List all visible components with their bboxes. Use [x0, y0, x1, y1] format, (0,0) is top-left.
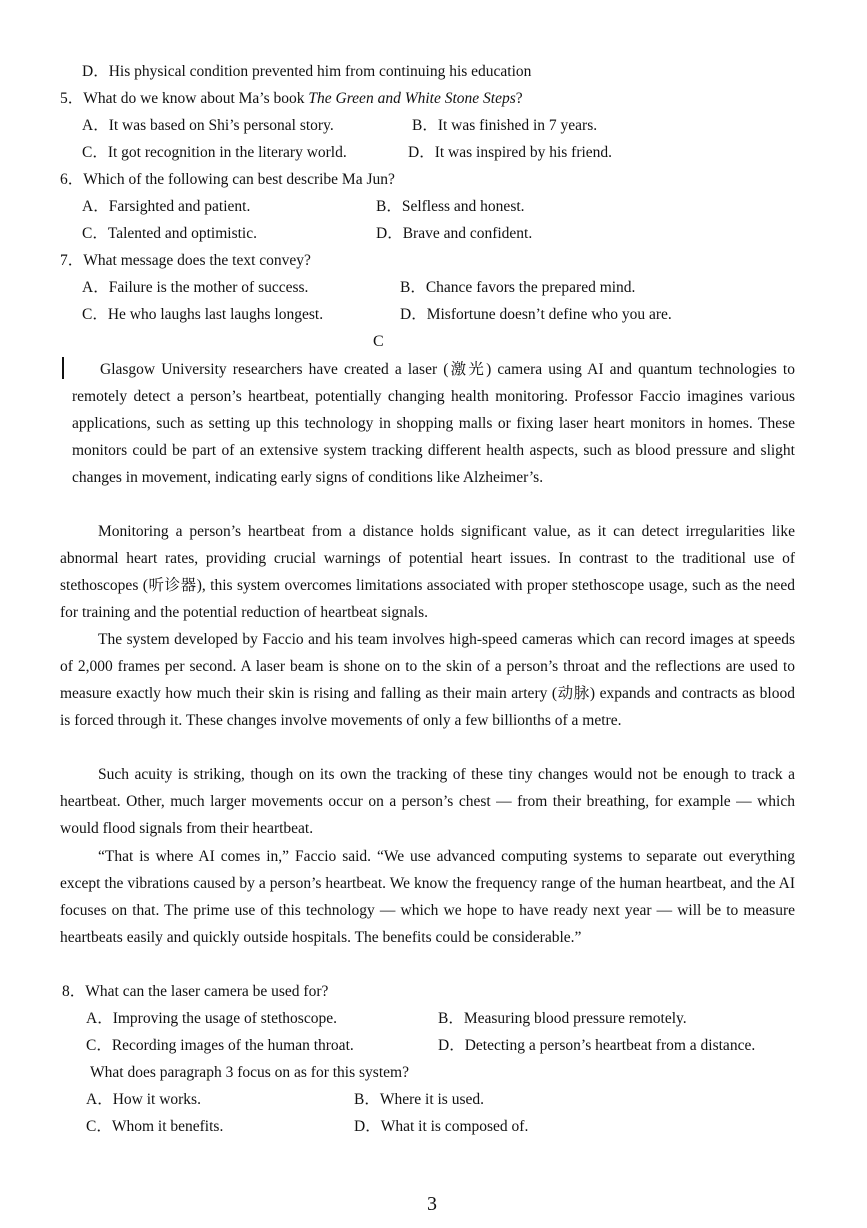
q7-option-c: C．He who laughs last laughs longest. [82, 306, 324, 323]
q8-option-b: B．Measuring blood pressure remotely. [438, 1010, 687, 1027]
q5-stem-text: 5．What do we know about Ma’s book [60, 90, 305, 107]
passage-paragraph-2: Monitoring a person’s heartbeat from a distance holds significant value, as it can detect irregularities like abnormal heart rates, providing crucial warnings of potential heart issues. In contrast to the traditional use of stethoscopes (听诊器), this system overcomes limitations associated with proper stethoscope usage, such as the need for training and the potential reduction of heartbeat signals. [60, 523, 795, 621]
passage-paragraph-3: The system developed by Faccio and his team involves high-speed cameras which can record images at speeds of 2,000 frames per second. A laser beam is shone on to the skin of a person’s throat and the reflections are used to measure exactly how much their skin is rising and falling as their main artery (动脉) expands and contracts as blood is forced through it. These changes involve movements of only a few billionths of a metre. [60, 631, 795, 729]
q4-option-d: D．His physical condition prevented him from continuing his education [82, 63, 532, 80]
section-letter: C [373, 333, 384, 350]
q6-option-a: A．Farsighted and patient. [82, 198, 251, 215]
q5-option-c: C．It got recognition in the literary world. [82, 144, 347, 161]
passage-paragraph-4: Such acuity is striking, though on its own the tracking of these tiny changes would not be enough to track a heartbeat. Other, much larger movements occur on a person’s chest — from their breathing, for example — which would flood signals from their heartbeat. [60, 766, 795, 837]
q6-option-b: B．Selfless and honest. [376, 198, 525, 215]
q7-option-a: A．Failure is the mother of success. [82, 279, 309, 296]
q8-option-d: D．Detecting a person’s heartbeat from a distance. [438, 1037, 756, 1054]
q9-stem: What does paragraph 3 focus on as for this system? [90, 1064, 409, 1081]
q5-book-title: The Green and White Stone Steps [308, 90, 516, 107]
q5-option-d: D．It was inspired by his friend. [408, 144, 613, 161]
q6-stem: 6．Which of the following can best describe Ma Jun? [60, 171, 395, 188]
q9-option-c: C．Whom it benefits. [86, 1118, 224, 1135]
q6-option-c: C．Talented and optimistic. [82, 225, 257, 242]
q9-option-d: D．What it is composed of. [354, 1118, 529, 1135]
q5-option-a: A．It was based on Shi’s personal story. [82, 117, 334, 134]
q7-stem: 7．What message does the text convey? [60, 252, 311, 269]
q7-option-b: B．Chance favors the prepared mind. [400, 279, 636, 296]
passage-paragraph-1: Glasgow University researchers have created a laser (激光) camera using AI and quantum technologies to remotely detect a person’s heartbeat, potentially changing health monitoring. Professor Faccio imagines various applications, such as setting up this technology in shopping malls or fixing laser heart monitors in homes. These monitors could be part of an extensive system tracking different health aspects, such as blood pressure and slight changes in movement, indicating early signs of conditions like Alzheimer’s. [72, 361, 795, 486]
q9-option-b: B．Where it is used. [354, 1091, 485, 1108]
q8-stem: 8．What can the laser camera be used for? [62, 983, 329, 1000]
passage-paragraph-5: “That is where AI comes in,” Faccio said. “We use advanced computing systems to separate out everything except the vibrations caused by a person’s heartbeat. We know the frequency range of the human heartbeat, and the AI focuses on that. The prime use of this technology — which we hope to have ready next year — will be to measure heartbeats easily and quickly outside hospitals. The benefits could be considerable.” [60, 848, 795, 946]
q7-option-d: D．Misfortune doesn’t define who you are. [400, 306, 672, 323]
page-number: 3 [427, 1193, 437, 1215]
q8-option-a: A．Improving the usage of stethoscope. [86, 1010, 337, 1027]
q5-option-b: B．It was finished in 7 years. [412, 117, 598, 134]
q5-stem-end: ? [515, 90, 523, 107]
q6-option-d: D．Brave and confident. [376, 225, 533, 242]
q8-option-c: C．Recording images of the human throat. [86, 1037, 354, 1054]
q9-option-a: A．How it works. [86, 1091, 201, 1108]
q5-stem [60, 89, 523, 109]
